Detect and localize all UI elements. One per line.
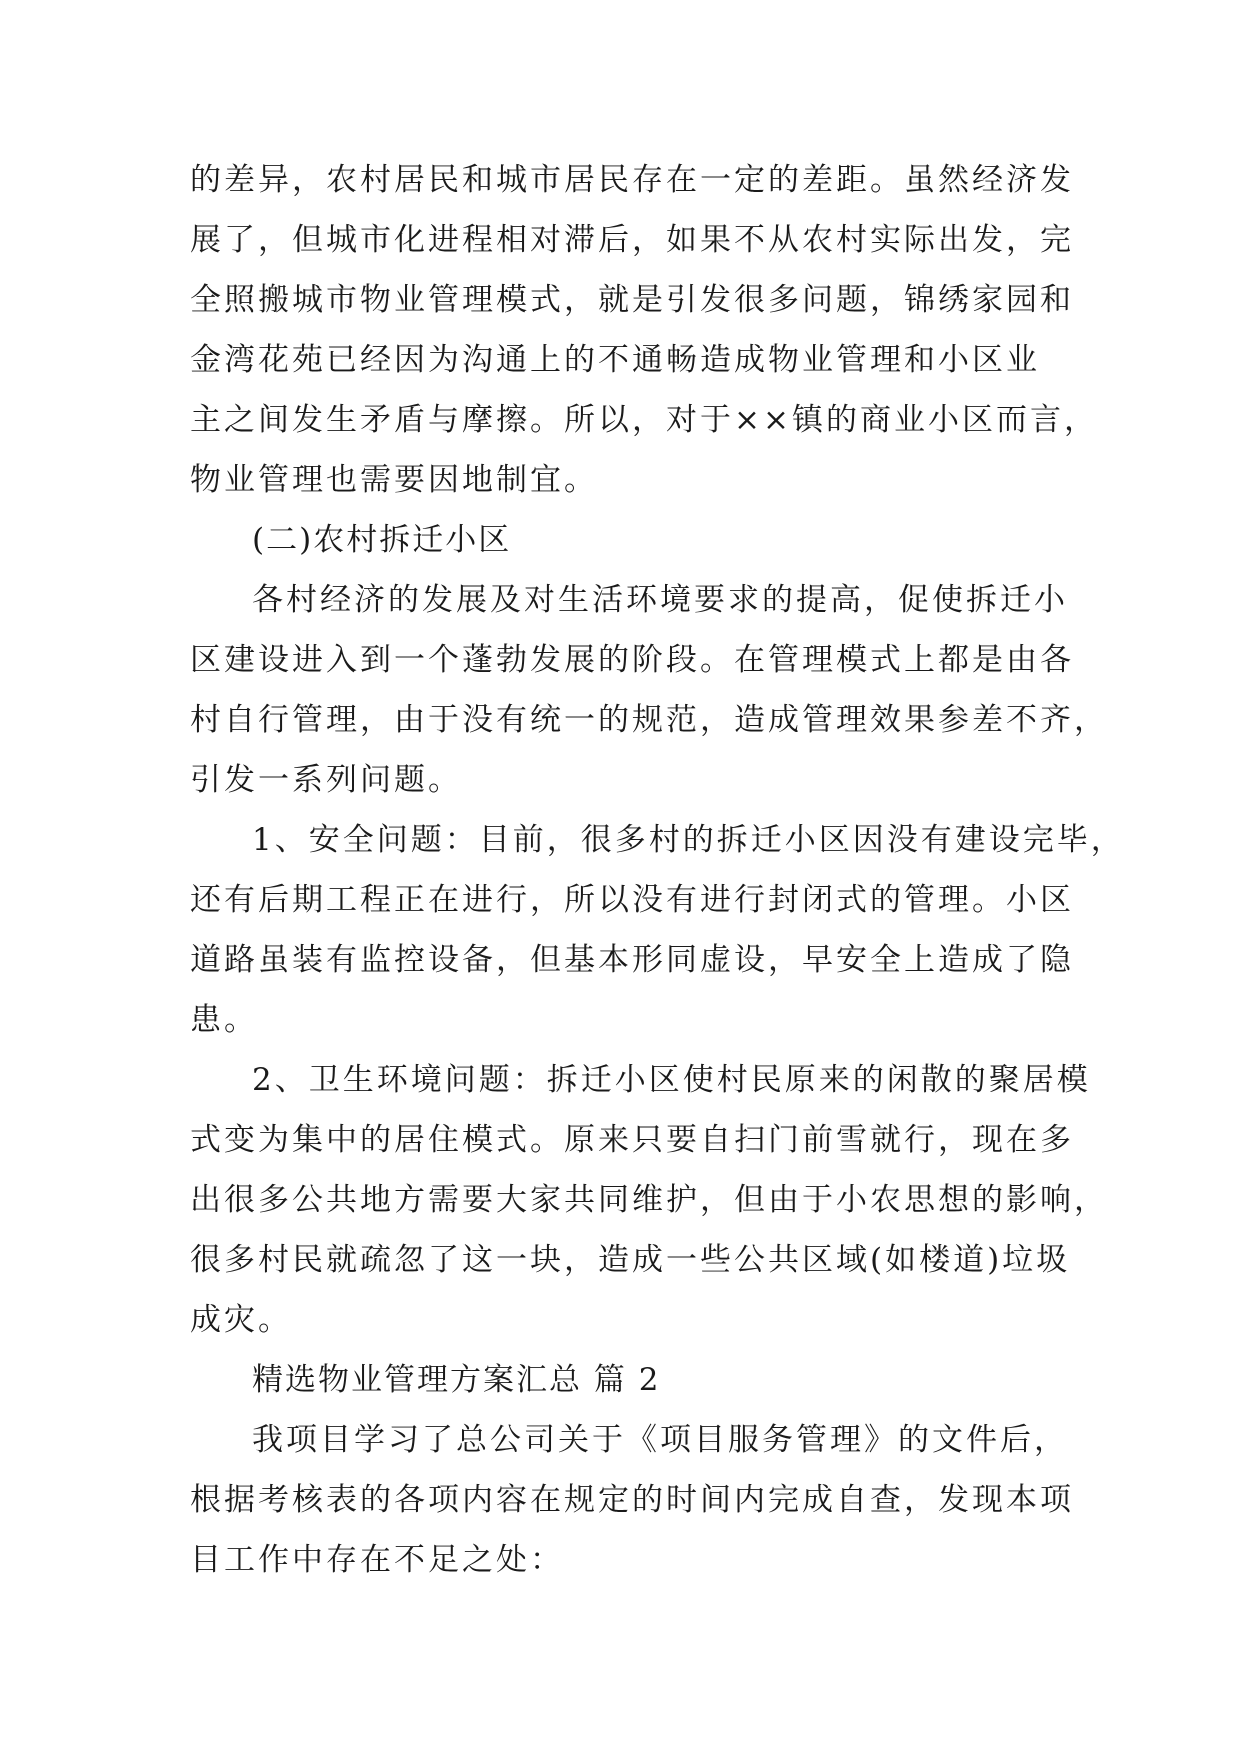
paragraph-line: 成灾。 — [190, 1302, 292, 1338]
paragraph-line: 主之间发生矛盾与摩擦。所以，对于××镇的商业小区而言， — [190, 402, 1098, 438]
paragraph-line: 村自行管理，由于没有统一的规范，造成管理效果参差不齐， — [190, 702, 1108, 738]
paragraph-line: 各村经济的发展及对生活环境要求的提高，促使拆迁小 — [252, 582, 1068, 618]
paragraph-line: 展了，但城市化进程相对滞后，如果不从农村实际出发，完 — [190, 222, 1074, 258]
paragraph-line: 我项目学习了总公司关于《项目服务管理》的文件后， — [252, 1422, 1068, 1458]
paragraph-line: 道路虽装有监控设备，但基本形同虚设，早安全上造成了隐 — [190, 942, 1074, 978]
paragraph-line: 很多村民就疏忽了这一块，造成一些公共区域(如楼道)垃圾 — [190, 1242, 1071, 1278]
paragraph-line: 物业管理也需要因地制宜。 — [190, 462, 598, 498]
section-heading: (二)农村拆迁小区 — [252, 522, 512, 558]
paragraph-line: 1、安全问题：目前，很多村的拆迁小区因没有建设完毕， — [252, 822, 1125, 858]
paragraph-line: 全照搬城市物业管理模式，就是引发很多问题，锦绣家园和 — [190, 282, 1074, 318]
paragraph-line: 还有后期工程正在进行，所以没有进行封闭式的管理。小区 — [190, 882, 1074, 918]
paragraph-line: 2、卫生环境问题：拆迁小区使村民原来的闲散的聚居模 — [252, 1062, 1091, 1098]
paragraph-line: 区建设进入到一个蓬勃发展的阶段。在管理模式上都是由各 — [190, 642, 1074, 678]
paragraph-line: 的差异，农村居民和城市居民存在一定的差距。虽然经济发 — [190, 162, 1074, 198]
paragraph-line: 式变为集中的居住模式。原来只要自扫门前雪就行，现在多 — [190, 1122, 1074, 1158]
document-body — [190, 150, 1125, 1590]
paragraph-line: 根据考核表的各项内容在规定的时间内完成自查，发现本项 — [190, 1482, 1074, 1518]
paragraph-line: 目工作中存在不足之处： — [190, 1542, 564, 1578]
paragraph-line: 出很多公共地方需要大家共同维护，但由于小农思想的影响， — [190, 1182, 1108, 1218]
section-heading: 精选物业管理方案汇总 篇 2 — [252, 1362, 661, 1398]
paragraph-line: 引发一系列问题。 — [190, 762, 462, 798]
paragraph-line: 患。 — [190, 1002, 258, 1038]
paragraph-line: 金湾花苑已经因为沟通上的不通畅造成物业管理和小区业 — [190, 342, 1040, 378]
